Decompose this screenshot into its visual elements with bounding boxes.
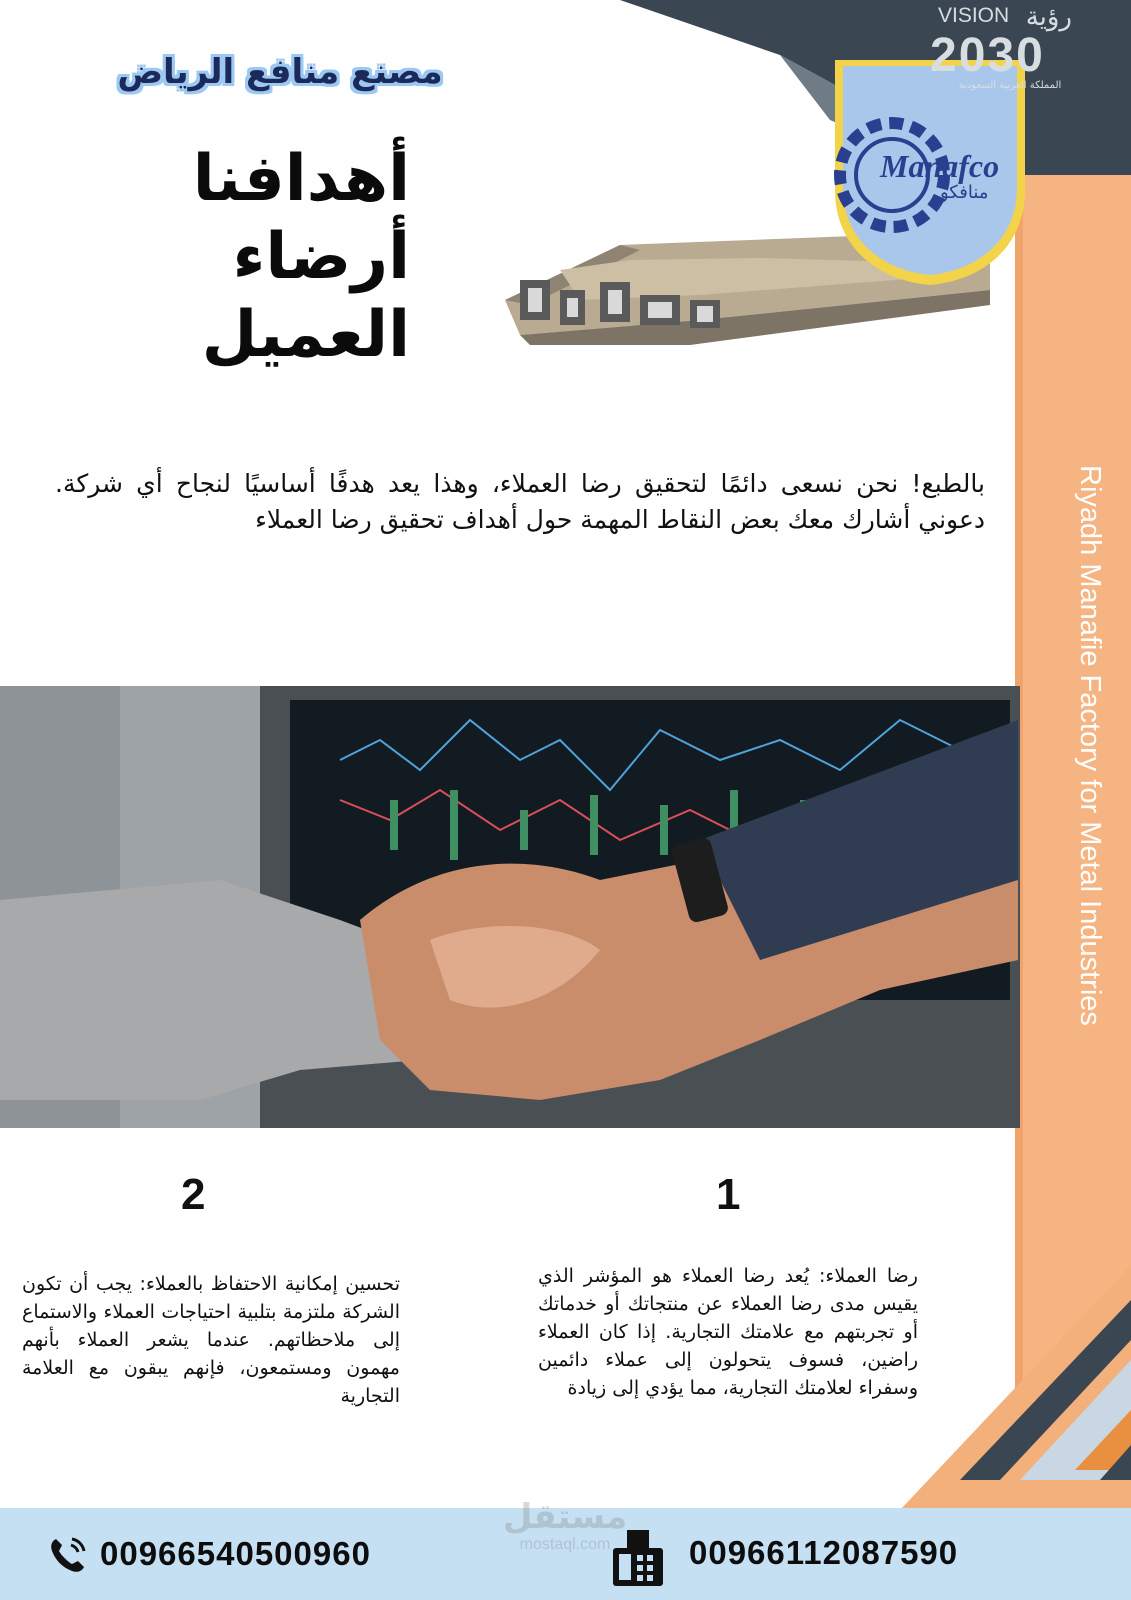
headline-line-1: أهدافنا xyxy=(192,142,410,216)
handshake-photo xyxy=(0,686,1020,1128)
headline xyxy=(150,140,410,374)
fax-icon xyxy=(611,1528,665,1588)
side-text: Riyadh Manafie Factory for Metal Industries xyxy=(1074,465,1106,1026)
side-vertical-text xyxy=(1070,465,1110,1135)
phone-icon xyxy=(44,1533,90,1579)
intro-paragraph: بالطبع! نحن نسعى دائمًا لتحقيق رضا العملاء، وهذا يعد هدفًا أساسيًا لنجاح أي شركة. دعوني أشارك معك بعض النقاط المهمة حول أهداف تحقيق رضا العملاء xyxy=(55,469,985,534)
vision-label-en: VISION xyxy=(938,4,1010,27)
fax-number[interactable]: 00966112087590 xyxy=(689,1534,959,1571)
watermark-en: mostaql.com xyxy=(519,1536,611,1553)
vision-country: المملكة العربية السعودية xyxy=(958,80,1062,91)
logo-arabic: منافكو xyxy=(940,182,989,203)
vision-label-ar: رؤية xyxy=(1025,2,1072,32)
point-2-text: تحسين إمكانية الاحتفاظ بالعملاء: يجب أن تكون الشركة ملتزمة بتلبية احتياجات العملاء والاستماع إلى ملاحظاتهم. عندما يشعر العملاء بأنهم مهمون ومستمعون، فإنهم يبقون مع العلامة التجارية xyxy=(22,1273,400,1407)
vision-2030-mark xyxy=(920,0,1090,95)
logo-latin: Manafco xyxy=(880,148,1000,184)
company-name: مصنع منافع الرياض xyxy=(117,52,443,92)
headline-line-2: أرضاء xyxy=(232,220,410,294)
point-1-number: 1 xyxy=(716,1170,741,1219)
point-1-text: رضا العملاء: يُعد رضا العملاء هو المؤشر الذي يقيس مدى رضا العملاء عن منتجاتك أو خدماتك أو تجربتهم مع علامتك التجارية. إذا كان العملاء راضين، فسوف يتحولون إلى عملاء دائمين وسفراء لعلامتك التجارية، مما يؤدي إلى زيادة xyxy=(538,1265,918,1399)
vision-year: 2030 xyxy=(930,29,1045,82)
mobile-number[interactable]: 00966540500960 xyxy=(100,1535,371,1572)
watermark-ar: مستقل xyxy=(502,1497,628,1537)
point-2-number: 2 xyxy=(181,1170,206,1219)
headline-line-3: العميل xyxy=(201,298,410,372)
